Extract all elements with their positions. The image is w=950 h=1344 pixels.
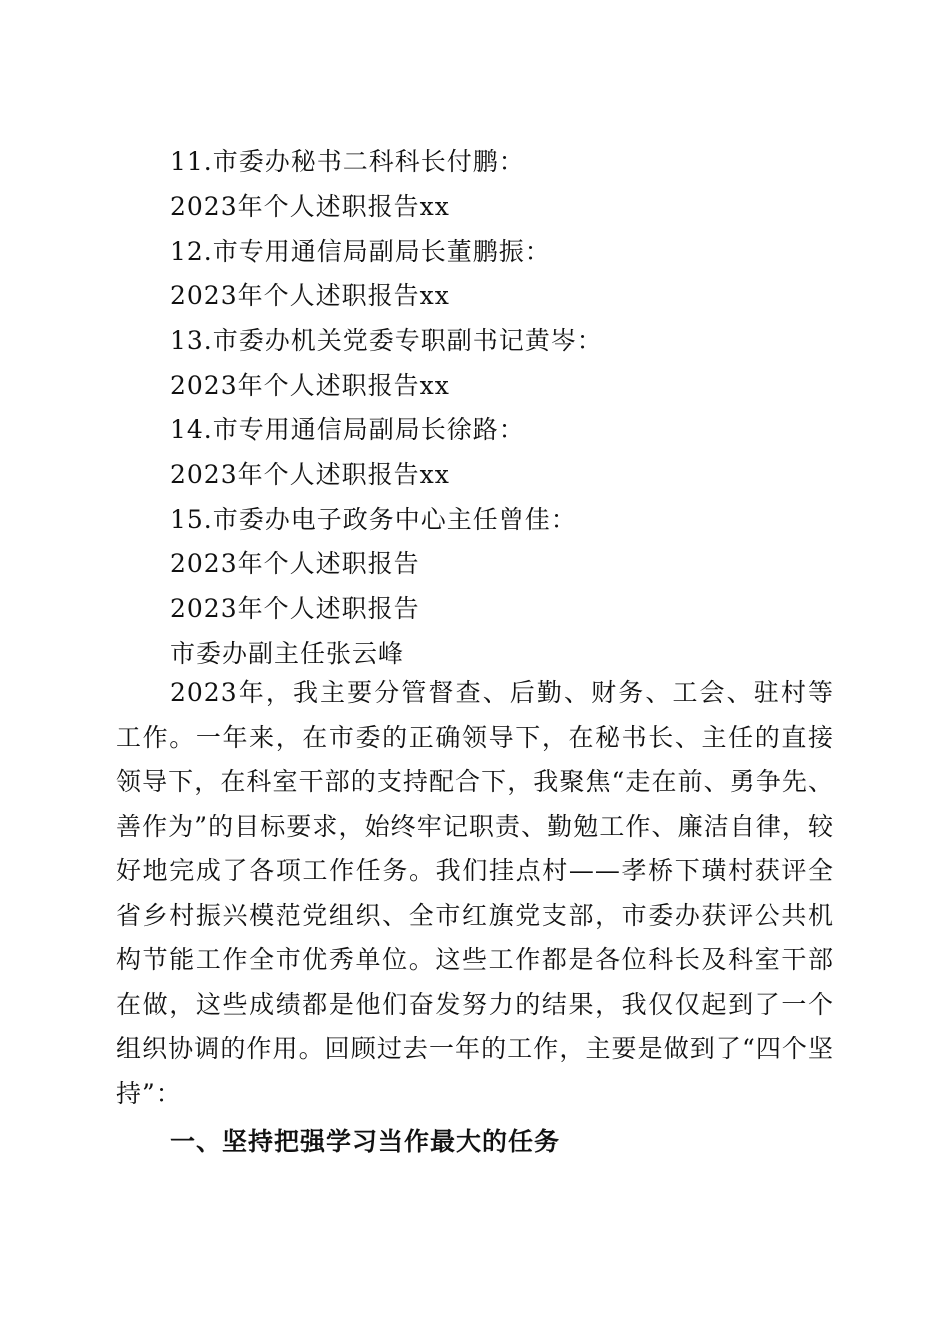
list-line: 2023年个人述职报告xx (170, 192, 450, 221)
list-line: 2023年个人述职报告xx (170, 281, 450, 310)
list-line: 13.市委办机关党委专职副书记黄岑： (170, 326, 603, 355)
author-line: 市委办副主任张云峰 (170, 639, 405, 668)
list-line: 11.市委办秘书二科科长付鹏： (170, 147, 525, 176)
list-line: 14.市专用通信局副局长徐路： (170, 415, 525, 444)
list-line: 2023年个人述职报告xx (170, 460, 450, 489)
body-paragraph: 2023年，我主要分管督查、后勤、财务、工会、驻村等工作。一年来，在市委的正确领导下，在秘书长、主任的直接领导下，在科室干部的支持配合下，我聚焦“走在前、勇争先、善作为”的目标要求，始终牢记职责、勤勉工作、廉洁自律，较好地完成了各项工作任务。我们挂点村——孝桥下璜村获评全省乡村振兴模范党组织、全市红旗党支部，市委办获评公共机构节能工作全市优秀单位。这些工作都是各位科长及科室干部在做，这些成绩都是他们奋发努力的结果，我仅仅起到了一个组织协调的作用。回顾过去一年的工作，主要是做到了“四个坚持”： (116, 678, 834, 1108)
list-line: 2023年个人述职报告 (170, 549, 420, 578)
section-heading: 一、坚持把强学习当作最大的任务 (170, 1127, 561, 1156)
list-line: 2023年个人述职报告 (170, 594, 420, 623)
list-line: 15.市委办电子政务中心主任曾佳： (170, 505, 577, 534)
list-line: 12.市专用通信局副局长董鹏振： (170, 237, 551, 266)
list-line: 2023年个人述职报告xx (170, 371, 450, 400)
